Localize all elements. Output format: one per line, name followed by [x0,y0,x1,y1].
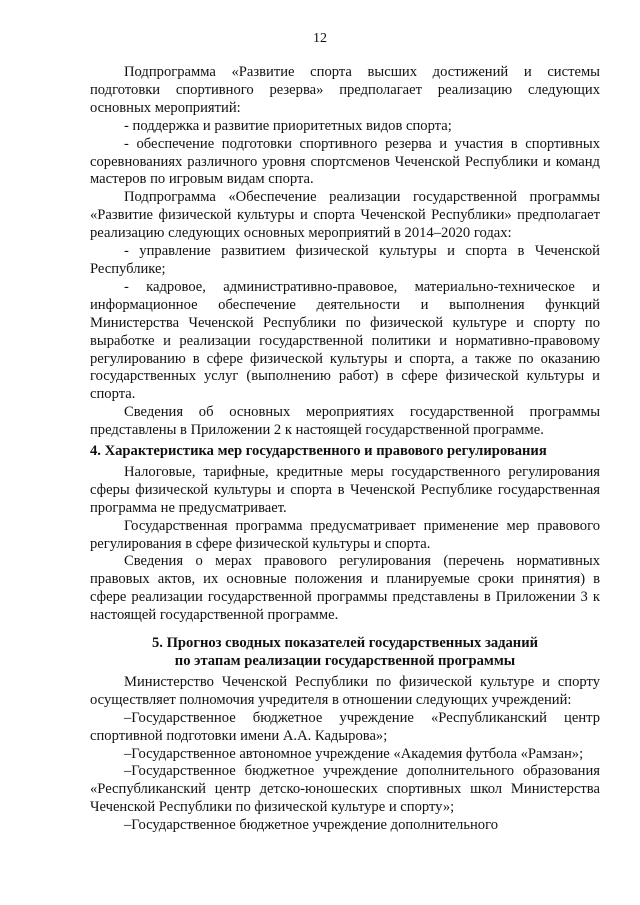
list-item: –Государственное автономное учреждение «Академия футбола «Рамзан»; [124,745,584,762]
paragraph: Сведения о мерах правового регулирования (перечень нормативных правовых актов, их основные положения и планируемые сроки принятия) в сфере реализации государственной программы представлены в Приложении 3 к настоящей государственной программе. [90,553,600,624]
paragraph: Налоговые, тарифные, кредитные меры государственного регулирования сферы физической культуры и спорта в Чеченской Республике государственная программа не предусматривает. [90,463,600,516]
paragraph: Министерство Чеченской Республики по физической культуре и спорту осуществляет полномочия учредителя в отношении следующих учреждений: [90,673,600,708]
paragraph: Государственная программа предусматривает применение мер правового регулирования в сфере физической культуры и спорта. [90,517,600,552]
paragraph: Подпрограмма «Развитие спорта высших достижений и системы подготовки спортивного резерва» предполагает реализацию следующих основных мероприятий: [90,64,600,116]
list-item: - обеспечение подготовки спортивного резерва и участия в спортивных соревнованиях различного уровня спортсменов Чеченской Республики и команд мастеров по игровым видам спорта. [90,135,600,188]
section-5-heading-line-2: по этапам реализации государственной программы [174,653,516,669]
paragraph: Сведения об основных мероприятиях государственной программы представлены в Приложении 2 к настоящей государственной программе. [90,404,600,439]
document-body [90,64,600,835]
list-item: - кадровое, административно-правовое, материально-техническое и информационное обеспечение деятельности и выполнения функций Министерства Чеченской Республики по физической культуре и спорту по выработке и реализации государственной политики и нормативно-правовому регулированию в сфере физической культуры и спорта, а также по оказанию государственных услуг (выполнению работ) в сфере физической культуры и спорта. [90,278,600,403]
list-item: –Государственное бюджетное учреждение дополнительного [124,817,498,834]
paragraph: Подпрограмма «Обеспечение реализации государственной программы «Развитие физической культуры и спорта Чеченской Республики» предполагает реализацию следующих основных мероприятий в 2014–2020 годах: [90,189,600,242]
list-item: - управление развитием физической культуры и спорта в Чеченской Республике; [90,243,600,277]
list-item: –Государственное бюджетное учреждение дополнительного образования «Республиканский центр детско-юношеских спортивных школ Министерства Чеченской Республики по физической культуре и спорту»; [90,763,600,816]
page-number: 12 [313,31,327,46]
list-item: - поддержка и развитие приоритетных видов спорта; [124,117,452,134]
section-4-heading: 4. Характеристика мер государственного и правового регулирования [90,443,547,460]
list-item: –Государственное бюджетное учреждение «Республиканский центр спортивной подготовки имени А.А. Кадырова»; [90,709,600,744]
section-5-heading-line-1: 5. Прогноз сводных показателей государственных заданий [151,635,539,652]
